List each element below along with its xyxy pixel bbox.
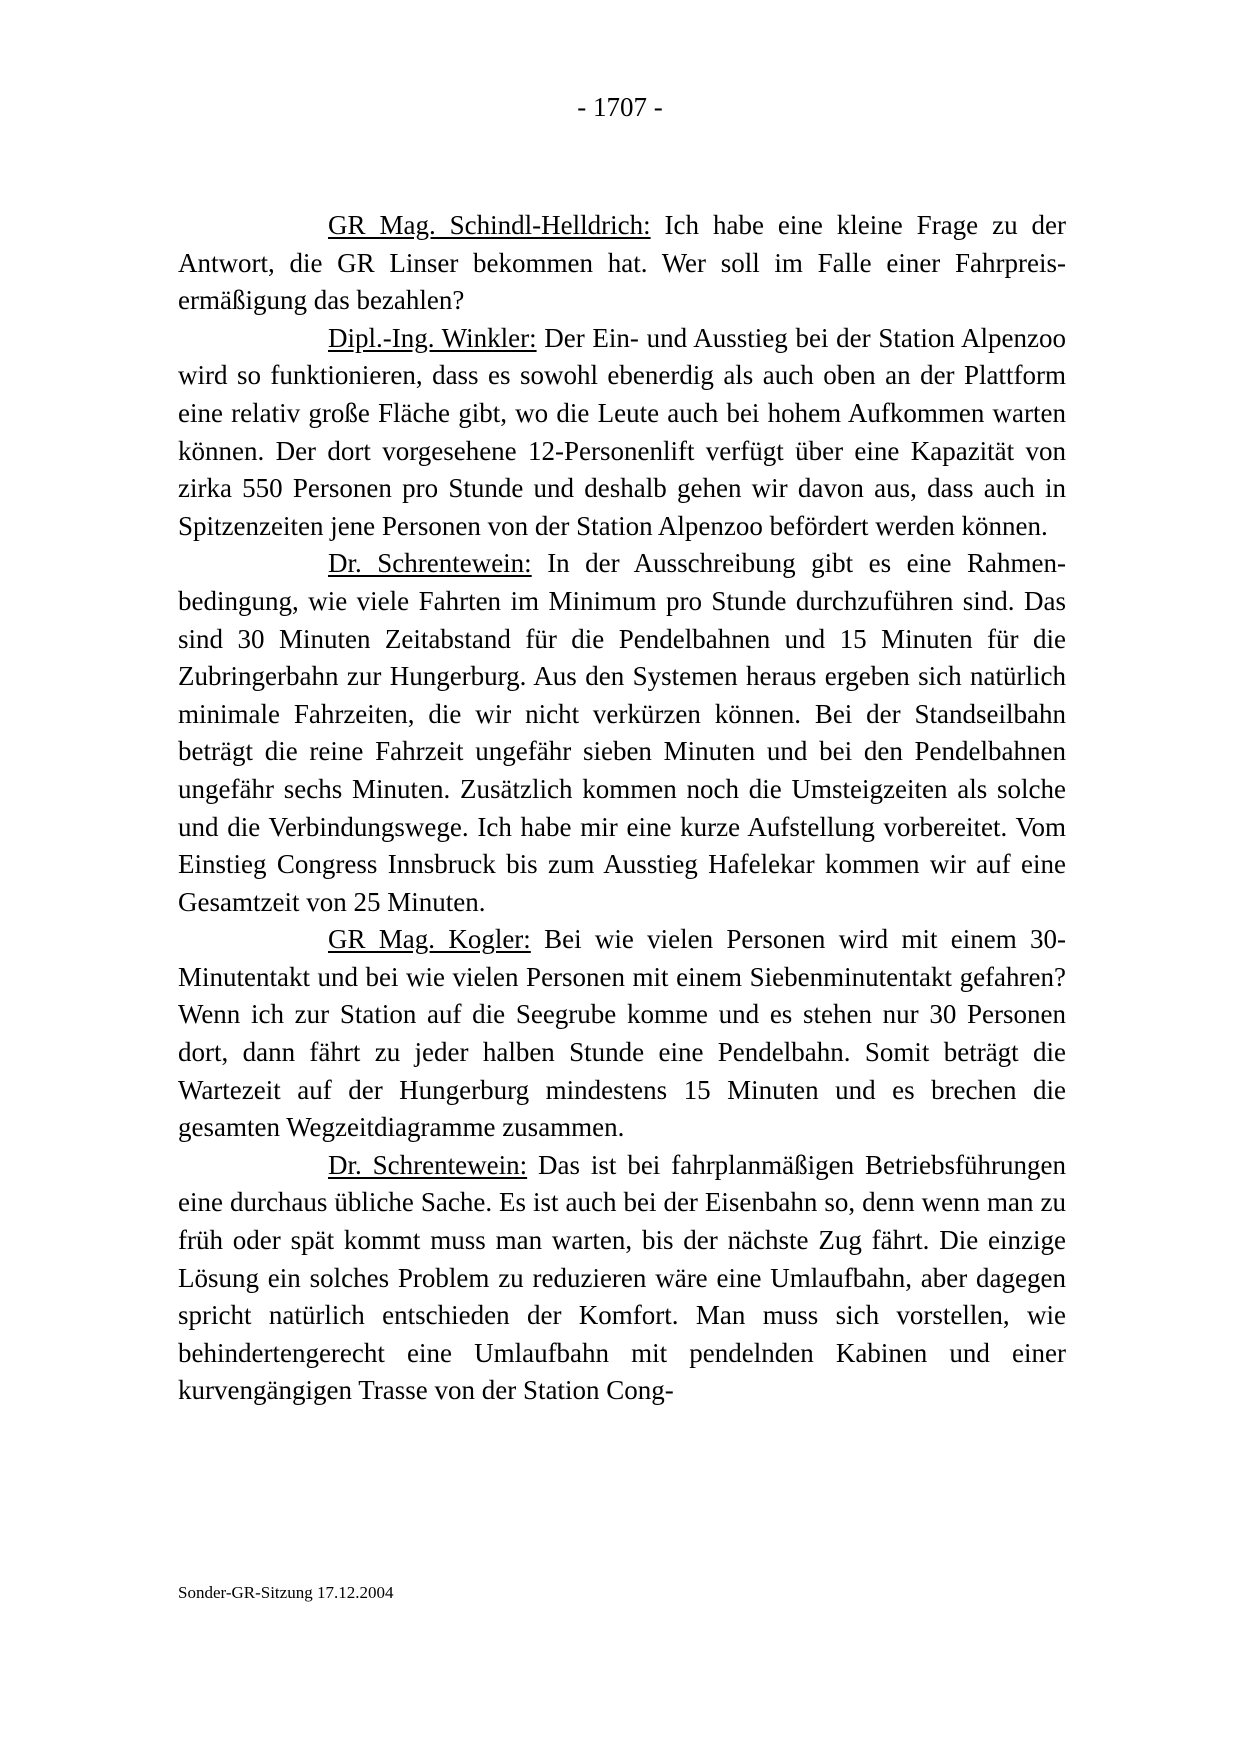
paragraph-text: In der Ausschreibung gibt es eine Rahmenbedingung, wie viele Fahrten im Minimum pro Stunde durchzuführen sind. Das sind 30 Minuten Zeitabstand für die Pendelbahnen und 15 Minuten für die Zubringerbahn zur Hungerburg. Aus den Systemen heraus ergeben sich natürlich minimale Fahrzeiten, die wir nicht verkürzen können. Bei der Standseilbahn beträgt die reine Fahrzeit ungefähr sieben Minuten und bei den Pendelbahnen ungefähr sechs Minuten. Zusätzlich kommen noch die Umsteigzeiten als solche und die Verbindungswege. Ich habe mir eine kurze Aufstellung vorbereitet. Vom Einstieg Congress Innsbruck bis zum Ausstieg Hafelekar kommen wir auf eine Gesamtzeit von 25 Minuten. [178, 548, 1066, 917]
paragraph-schindl-helldrich [178, 207, 1066, 320]
speaker-name: GR Mag. Schindl-Helldrich: [328, 210, 651, 240]
footer-session-label: Sonder-GR-Sitzung 17.12.2004 [178, 1583, 394, 1602]
paragraph-winkler [178, 320, 1066, 546]
paragraph-schrentewein-1 [178, 545, 1066, 921]
speaker-name: Dipl.-Ing. Winkler: [328, 322, 537, 353]
paragraph-schrentewein-2 [178, 1147, 1066, 1410]
document-body [178, 207, 1066, 1410]
speaker-name: Dr. Schrentewein: [328, 1149, 528, 1180]
speaker-name: Dr. Schrentewein: [328, 548, 532, 579]
speaker-name: GR Mag. Kogler: [328, 924, 531, 955]
page-number: - 1707 - [577, 92, 663, 122]
paragraph-text: Das ist bei fahrplanmäßigen Betriebsführungen eine durchaus übliche Sache. Es ist auch bei der Eisenbahn so, denn wenn man zu früh oder spät kommt muss man warten, bis der nächste Zug fährt. Die einzige Lösung ein solches Problem zu reduzieren wäre eine Umlaufbahn, aber dagegen spricht natürlich entschieden der Komfort. Man muss sich vorstellen, wie behindertengerecht eine Umlaufbahn mit pendelnden Kabinen und einer kurvengängigen Trasse von der Station Cong- [178, 1149, 1066, 1406]
paragraph-text: Der Ein- und Ausstieg bei der Station Alpenzoo wird so funktionieren, dass es sowohl ebenerdig als auch oben an der Plattform eine relativ große Fläche gibt, wo die Leute auch bei hohem Aufkommen warten können. Der dort vorgesehene 12-Personenlift verfügt über eine Kapazität von zirka 550 Personen pro Stunde und deshalb gehen wir davon aus, dass auch in Spitzenzeiten jene Personen von der Station Alpenzoo befördert werden können. [178, 322, 1066, 541]
paragraph-text: Bei wie vielen Personen wird mit einem 30-Minutentakt und bei wie vielen Personen mit einem Siebenminutentakt gefahren? Wenn ich zur Station auf die Seegrube komme und es stehen nur 30 Personen dort, dann fährt zu jeder halben Stunde eine Pendelbahn. Somit beträgt die Wartezeit auf der Hungerburg mindestens 15 Minuten und es brechen die gesamten Wegzeitdiagramme zusammen. [178, 924, 1067, 1143]
paragraph-kogler [178, 921, 1066, 1147]
paragraph-text: Ich habe eine kleine Frage zu der Antwort, die GR Linser bekommen hat. Wer soll im Falle einer Fahrpreisermäßigung das bezahlen? [178, 210, 1066, 316]
